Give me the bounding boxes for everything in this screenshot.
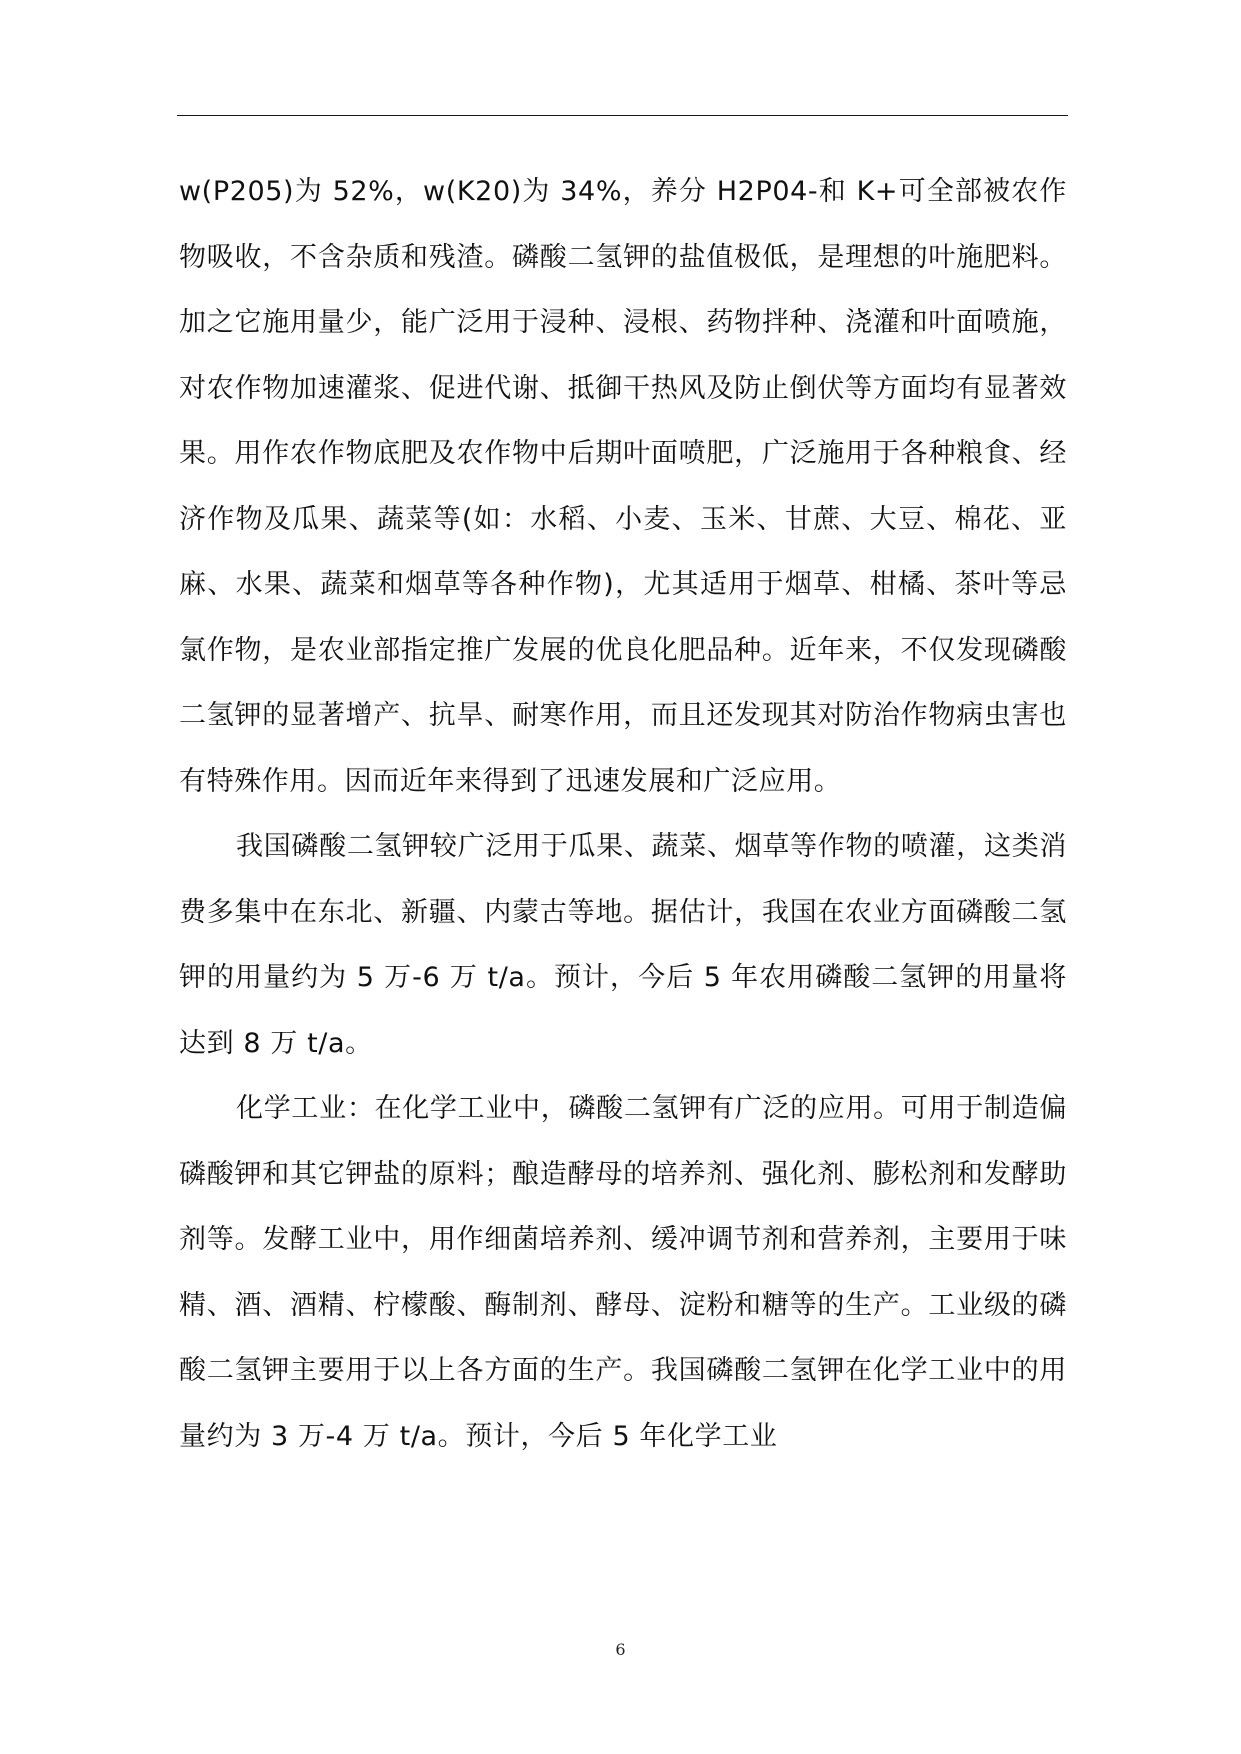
header-rule xyxy=(177,115,1068,116)
page-number: 6 xyxy=(615,1640,626,1659)
paragraph-continuation: w(P205)为 52%，w(K20)为 34%，养分 H2P04-和 K+可全部被农作物吸收，不含杂质和残渣。磷酸二氢钾的盐值极低，是理想的叶施肥料。加之它施用量少，能广泛用于浸种、浸根、药物拌种、浇灌和叶面喷施，对农作物加速灌浆、促进代谢、抵御干热风及防止倒伏等方面均有显著效果。用作农作物底肥及农作物中后期叶面喷肥，广泛施用于各种粮食、经济作物及瓜果、蔬菜等(如：水稻、小麦、玉米、甘蔗、大豆、棉花、亚麻、水果、蔬菜和烟草等各种作物)，尤其适用于烟草、柑橘、茶叶等忌氯作物，是农业部指定推广发展的优良化肥品种。近年来，不仅发现磷酸二氢钾的显著增产、抗旱、耐寒作用，而且还发现其对防治作物病虫害也有特殊作用。因而近年来得到了迅速发展和广泛应用。 xyxy=(179,176,1067,797)
paragraph-domestic-use: 我国磷酸二氢钾较广泛用于瓜果、蔬菜、烟草等作物的喷灌，这类消费多集中在东北、新疆、内蒙古等地。据估计，我国在农业方面磷酸二氢钾的用量约为 5 万-6 万 t/a。预计，今后 5 年农用磷酸二氢钾的用量将达到 8 万 t/a。 xyxy=(179,831,1067,1059)
paragraph-chemical-industry: 化学工业：在化学工业中，磷酸二氢钾有广泛的应用。可用于制造偏磷酸钾和其它钾盐的原料；酿造酵母的培养剂、强化剂、膨松剂和发酵助剂等。发酵工业中，用作细菌培养剂、缓冲调节剂和营养剂，主要用于味精、酒、酒精、柠檬酸、酶制剂、酵母、淀粉和糖等的生产。工业级的磷酸二氢钾主要用于以上各方面的生产。我国磷酸二氢钾在化学工业中的用量约为 3 万-4 万 t/a。预计，今后 5 年化学工业 xyxy=(179,1093,1067,1452)
document-body xyxy=(179,159,1067,1469)
